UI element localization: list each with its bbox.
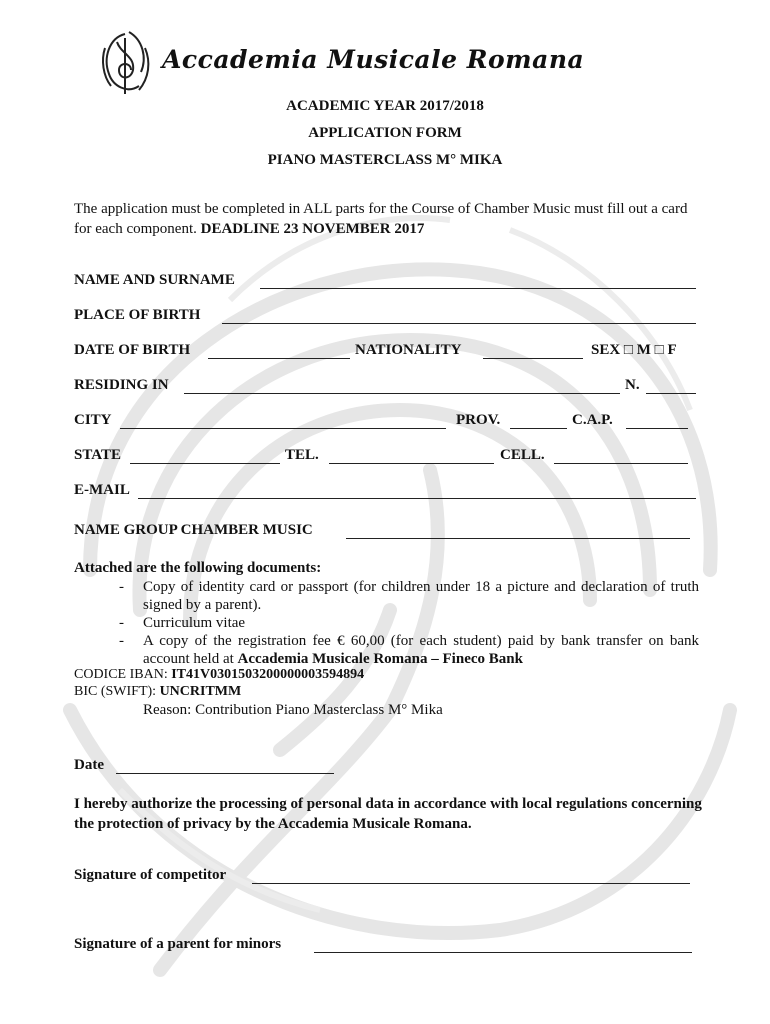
document-item-text xyxy=(143,632,699,668)
documents-heading: Attached are the following documents: xyxy=(74,560,322,576)
tel-label: TEL. xyxy=(285,447,319,463)
signature-competitor-row xyxy=(74,867,698,889)
place-of-birth-label: PLACE OF BIRTH xyxy=(74,307,201,323)
cell-field[interactable] xyxy=(554,463,688,464)
cap-label: C.A.P. xyxy=(572,412,613,428)
date-of-birth-label: DATE OF BIRTH xyxy=(74,342,191,358)
city-row xyxy=(74,412,698,434)
intro-paragraph xyxy=(74,199,704,239)
iban-label: CODICE IBAN: xyxy=(74,667,168,682)
iban-line xyxy=(74,667,364,683)
signature-parent-label: Signature of a parent for minors xyxy=(74,936,282,952)
number-label: N. xyxy=(625,377,640,393)
residing-row xyxy=(74,377,698,399)
state-label: STATE xyxy=(74,447,121,463)
date-of-birth-row xyxy=(74,342,698,364)
bullet-dash: - xyxy=(119,633,124,649)
deadline-text: DEADLINE 23 NOVEMBER 2017 xyxy=(200,221,425,237)
form-title: APPLICATION FORM xyxy=(308,125,462,141)
cell-label: CELL. xyxy=(500,447,545,463)
document-item xyxy=(119,578,699,614)
residing-label: RESIDING IN xyxy=(74,377,169,393)
payment-reason: Reason: Contribution Piano Masterclass M° Mika xyxy=(143,702,443,718)
bank-holder: Accademia Musicale Romana – Fineco Bank xyxy=(237,651,523,667)
email-row xyxy=(74,482,698,504)
group-row xyxy=(74,522,698,544)
number-field[interactable] xyxy=(646,393,696,394)
email-label: E-MAIL xyxy=(74,482,130,498)
state-row xyxy=(74,447,698,469)
bic-label: BIC (SWIFT): xyxy=(74,684,157,699)
prov-label: PROV. xyxy=(456,412,501,428)
name-field[interactable] xyxy=(260,288,696,289)
date-of-birth-field[interactable] xyxy=(208,358,350,359)
bullet-dash: - xyxy=(119,615,124,631)
prov-field[interactable] xyxy=(510,428,567,429)
city-label: CITY xyxy=(74,412,112,428)
tel-field[interactable] xyxy=(329,463,494,464)
name-row xyxy=(74,272,698,294)
nationality-field[interactable] xyxy=(483,358,583,359)
sex-label[interactable]: SEX □ M □ F xyxy=(591,342,677,358)
nationality-label: NATIONALITY xyxy=(355,342,462,358)
document-item xyxy=(119,632,699,668)
signature-competitor-field[interactable] xyxy=(252,883,690,884)
group-label: NAME GROUP CHAMBER MUSIC xyxy=(74,522,313,538)
cap-field[interactable] xyxy=(626,428,688,429)
intro-text: The application must be completed in ALL parts for the Course of Chamber Music must fill out a card for each component. xyxy=(74,201,688,237)
document-item xyxy=(119,614,699,632)
document-item-text: Curriculum vitae xyxy=(143,615,246,631)
treble-clef-logo-icon xyxy=(95,28,155,100)
date-label: Date xyxy=(74,757,104,773)
group-field[interactable] xyxy=(346,538,690,539)
state-field[interactable] xyxy=(130,463,280,464)
name-label: NAME AND SURNAME xyxy=(74,272,235,288)
masterclass-title: PIANO MASTERCLASS M° MIKA xyxy=(267,152,503,168)
date-row xyxy=(74,757,344,779)
residing-field[interactable] xyxy=(184,393,620,394)
brand-name: Accademia Musicale Romana xyxy=(162,45,585,74)
bic-value: UNCRITMM xyxy=(159,684,242,699)
signature-competitor-label: Signature of competitor xyxy=(74,867,227,883)
document-item-text: Copy of identity card or passport (for children under 18 a picture and declaration of truth signed by a parent). xyxy=(143,579,699,613)
signature-parent-field[interactable] xyxy=(314,952,692,953)
fee-text: A copy of the registration fee € 60,00 (for each student) paid by bank transfer on bank account held at xyxy=(143,633,699,667)
email-field[interactable] xyxy=(138,498,696,499)
place-of-birth-row xyxy=(74,307,698,329)
privacy-authorization: I hereby authorize the processing of personal data in accordance with local regulations concerning the protection of privacy by the Accademia Musicale Romana. xyxy=(74,796,702,832)
signature-parent-row xyxy=(74,936,698,958)
bic-line xyxy=(74,684,241,700)
bullet-dash: - xyxy=(119,579,124,595)
city-field[interactable] xyxy=(120,428,446,429)
iban-value: IT41V0301503200000003594894 xyxy=(171,667,365,682)
place-of-birth-field[interactable] xyxy=(222,323,696,324)
date-field[interactable] xyxy=(116,773,334,774)
academic-year: ACADEMIC YEAR 2017/2018 xyxy=(286,98,484,114)
